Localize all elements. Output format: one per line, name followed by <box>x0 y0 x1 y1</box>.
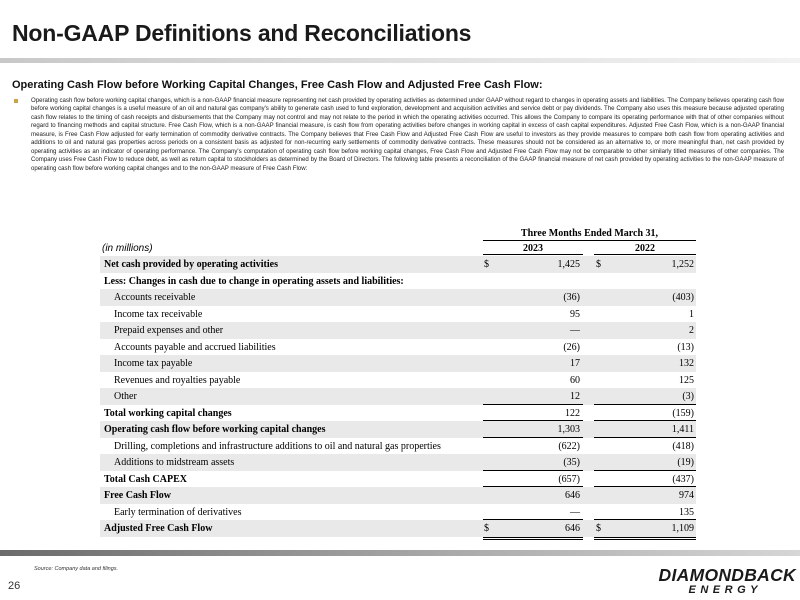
value-2023: 1,425 <box>557 259 580 270</box>
logo-subtitle: ENERGY <box>688 584 762 596</box>
total-double-underline <box>594 537 696 540</box>
row-label: Prepaid expenses and other <box>114 325 224 336</box>
value-2022: (403) <box>672 292 694 303</box>
title-divider <box>0 58 800 63</box>
table-row <box>100 405 696 422</box>
year-header-2022: 2022 <box>594 243 696 255</box>
slide-title: Non-GAAP Definitions and Reconciliations <box>12 20 472 46</box>
units-label: (in millions) <box>102 243 153 254</box>
value-2023: 95 <box>570 308 580 320</box>
value-2022: (159) <box>672 407 694 419</box>
table-row <box>100 438 696 455</box>
row-label: Early termination of derivatives <box>114 506 242 518</box>
value-2023: 12 <box>570 391 580 402</box>
page-number: 26 <box>8 580 21 592</box>
row-label: Additions to midstream assets <box>114 457 235 468</box>
row-label: Operating cash flow before working capital changes <box>104 424 326 435</box>
row-label: Less: Changes in cash due to change in operating assets and liabilities: <box>104 275 404 287</box>
value-2022: (13) <box>677 341 694 353</box>
row-label: Revenues and royalties payable <box>114 374 241 386</box>
dollar-sign: $ <box>484 259 489 270</box>
section-subtitle: Operating Cash Flow before Working Capital Changes, Free Cash Flow and Adjusted Free Cash Flow: <box>12 79 543 91</box>
value-2023: — <box>570 325 580 336</box>
table-row <box>100 520 696 537</box>
table-row <box>100 256 696 273</box>
table-row <box>100 306 696 323</box>
value-2022: 1,109 <box>671 523 694 534</box>
table-row <box>100 454 696 471</box>
period-header: Three Months Ended March 31, <box>483 228 696 241</box>
table-row <box>100 471 696 488</box>
table-body <box>100 256 696 537</box>
value-2023: 60 <box>570 374 580 386</box>
dollar-sign: $ <box>484 523 489 534</box>
value-2022: (3) <box>682 391 694 402</box>
value-2022: 1,411 <box>671 424 694 435</box>
value-2023: (36) <box>563 292 580 303</box>
bullet-square-icon <box>14 99 18 103</box>
value-2022: 974 <box>679 490 694 501</box>
definition-text: Operating cash flow before working capital changes, which is a non-GAAP financial measure representing net cash provided by operating activities as determined under GAAP without regard to changes in operating assets and liabilities. The Company believes operating cash flow before working capital changes is a useful measure of an oil and natural gas company's ability to generate cash used to fund exploration, development and acquisition activities and service debt or pay dividends. The Company also uses this measure because adjusted operating cash flow relates to the timing of cash receipts and disbursements that the Company may not control and may not relate to the period in which the operating activities occurred. This allows the Company to compare its operating performance with that of other companies without regard to financing methods and capital structure. Free Cash Flow, which is a non-GAAP financial measure, is cash flow from operating activities before changes in working capital in excess of cash capital expenditures. Adjusted Free Cash Flow, which is a non-GAAP financial measure, is Free Cash Flow adjusted for early termination of commodity derivative contracts. The Company believes that Free Cash Flow and Adjusted Free Cash Flow are useful to investors as they provide measures to compare both cash flow from operating activities and additions to oil and natural gas properties across periods on a consistent basis as adjusted for non-recurring early settlements of commodity derivative contracts. These measures should not be considered as an alternative to, or more meaningful than, net cash provided by operating activities as an indicator of operating performance. The Company's computation of operating cash flow before working capital changes, Free Cash Flow and Adjusted Free Cash Flow may not be comparable to other similarly titled measures of other companies. The Company uses Free Cash Flow to reduce debt, as well as return capital to stockholders as determined by the Board of Directors. The following table presents a reconciliation of the GAAP financial measure of net cash provided by operating activities to the non-GAAP measure of operating cash flow before working capital changes and to the non-GAAP measure of Free Cash Flow: <box>31 97 784 172</box>
table-row <box>100 355 696 372</box>
row-label: Total Cash CAPEX <box>104 473 187 485</box>
table-row <box>100 273 696 290</box>
value-2022: (19) <box>677 457 694 468</box>
value-2023: (26) <box>563 341 580 353</box>
value-2022: 1 <box>689 308 694 320</box>
row-label: Accounts payable and accrued liabilities <box>114 341 276 353</box>
row-label: Drilling, completions and infrastructure additions to oil and natural gas properties <box>114 440 441 452</box>
row-label: Net cash provided by operating activities <box>104 259 278 270</box>
value-2022: 2 <box>689 325 694 336</box>
table-row <box>100 421 696 438</box>
table-row <box>100 388 696 405</box>
row-label: Income tax receivable <box>114 308 203 320</box>
table-row <box>100 339 696 356</box>
value-2023: 1,303 <box>557 424 580 435</box>
row-label: Free Cash Flow <box>104 490 172 501</box>
definition-bullet <box>14 97 784 173</box>
row-label: Adjusted Free Cash Flow <box>104 523 213 534</box>
row-label: Accounts receivable <box>114 292 196 303</box>
value-2023: 646 <box>565 523 580 534</box>
value-2022: 1,252 <box>671 259 694 270</box>
total-double-underline <box>483 537 583 540</box>
value-2023: (657) <box>558 473 580 485</box>
value-2022: (418) <box>672 440 694 452</box>
value-2022: (437) <box>672 473 694 485</box>
value-2023: 17 <box>570 358 580 369</box>
table-row <box>100 487 696 504</box>
value-2022: 132 <box>679 358 694 369</box>
row-label: Income tax payable <box>114 358 193 369</box>
value-2022: 125 <box>679 374 694 386</box>
value-2023: 122 <box>565 407 580 419</box>
value-2022: 135 <box>679 506 694 518</box>
row-label: Other <box>114 391 137 402</box>
value-2023: (35) <box>563 457 580 468</box>
logo-wordmark: DIAMONDBACK <box>658 565 796 585</box>
value-2023: (622) <box>558 440 580 452</box>
dollar-sign: $ <box>596 259 601 270</box>
dollar-sign: $ <box>596 523 601 534</box>
table-row <box>100 504 696 521</box>
table-row <box>100 372 696 389</box>
row-label: Total working capital changes <box>104 407 232 419</box>
year-header-2023: 2023 <box>483 243 583 255</box>
table-row <box>100 322 696 339</box>
value-2023: 646 <box>565 490 580 501</box>
table-row <box>100 289 696 306</box>
source-note: Source: Company data and filings. <box>34 566 119 572</box>
footer-bar <box>0 550 800 556</box>
value-2023: — <box>570 506 580 518</box>
company-logo <box>632 565 796 599</box>
